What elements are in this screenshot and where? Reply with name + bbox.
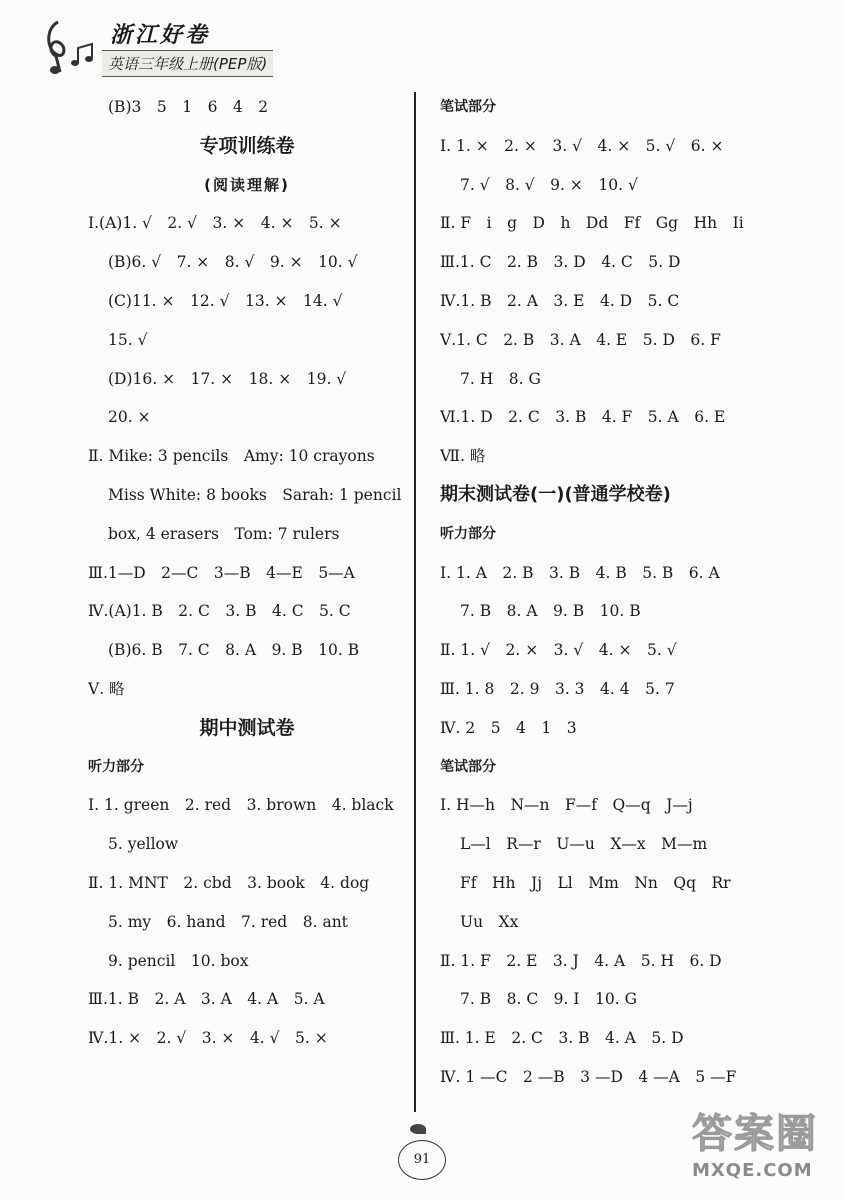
book-title: 英语三年级上册(PEP版) bbox=[102, 50, 273, 77]
part-label: 笔试部分 bbox=[440, 758, 496, 775]
right-answer-column bbox=[440, 88, 780, 1097]
answer-line: box, 4 erasers Tom: 7 rulers bbox=[108, 524, 340, 543]
answer-line: (D)16. × 17. × 18. × 19. √ bbox=[108, 369, 347, 388]
answer-line: Ⅰ.(A)1. √ 2. √ 3. × 4. × 5. × bbox=[88, 214, 342, 233]
watermark-logo: 答案圈 bbox=[692, 1111, 818, 1157]
answer-line: 5. my 6. hand 7. red 8. ant bbox=[108, 912, 348, 931]
answer-line: Uu Xx bbox=[460, 912, 519, 931]
answer-line: Ff Hh Jj Ll Mm Nn Qq Rr bbox=[460, 873, 731, 892]
answer-line: Ⅳ.(A)1. B 2. C 3. B 4. C 5. C bbox=[88, 602, 351, 621]
answer-line: Ⅴ.1. C 2. B 3. A 4. E 5. D 6. F bbox=[440, 330, 721, 349]
answer-line: Ⅰ. H—h N—n F—f Q—q J—j bbox=[440, 796, 693, 815]
answer-line: Ⅱ. 1. F 2. E 3. J 4. A 5. H 6. D bbox=[440, 951, 722, 970]
answer-line: Ⅱ. Mike: 3 pencils Amy: 10 crayons bbox=[88, 447, 375, 466]
watermark bbox=[692, 1108, 842, 1194]
answer-line: (B)6. √ 7. × 8. √ 9. × 10. √ bbox=[108, 253, 358, 272]
part-label: 听力部分 bbox=[88, 758, 144, 775]
answer-line: Ⅲ.1—D 2—C 3—B 4—E 5—A bbox=[88, 563, 355, 582]
answer-line: 7. B 8. A 9. B 10. B bbox=[460, 602, 641, 621]
answer-line: 7. H 8. G bbox=[460, 369, 541, 388]
section-heading: 专项训练卷 bbox=[199, 134, 295, 157]
answer-line: Ⅳ. 1 —C 2 —B 3 —D 4 —A 5 —F bbox=[440, 1067, 737, 1086]
answer-line: Ⅲ.1. C 2. B 3. D 4. C 5. D bbox=[440, 253, 681, 272]
answer-line: Ⅱ. 1. MNT 2. cbd 3. book 4. dog bbox=[88, 873, 370, 892]
answer-line: (B)3 5 1 6 4 2 bbox=[108, 98, 269, 116]
answer-line: Ⅰ. 1. A 2. B 3. B 4. B 5. B 6. A bbox=[440, 563, 720, 582]
series-title: 浙江好卷 bbox=[110, 22, 211, 48]
answer-line: Ⅶ. 略 bbox=[440, 447, 486, 466]
answer-line: (C)11. × 12. √ 13. × 14. √ bbox=[108, 291, 343, 310]
answer-line: Ⅵ.1. D 2. C 3. B 4. F 5. A 6. E bbox=[440, 408, 726, 427]
section-subheading: (阅读理解) bbox=[204, 175, 290, 194]
leaf-icon bbox=[410, 1124, 426, 1134]
answer-line: Ⅲ. 1. E 2. C 3. B 4. A 5. D bbox=[440, 1029, 684, 1048]
answer-line: Ⅱ. 1. √ 2. × 3. √ 4. × 5. √ bbox=[440, 641, 677, 660]
answer-line: 20. × bbox=[108, 408, 151, 427]
answer-line: Ⅱ. F i g D h Dd Ff Gg Hh Ii bbox=[440, 214, 744, 233]
answer-line: 15. √ bbox=[108, 330, 148, 349]
answer-line: Ⅴ. 略 bbox=[88, 679, 125, 698]
page-number: 91 bbox=[398, 1140, 446, 1180]
music-note-logo bbox=[38, 14, 108, 78]
answer-line: 7. B 8. C 9. I 10. G bbox=[460, 990, 637, 1009]
answer-line: Ⅲ.1. B 2. A 3. A 4. A 5. A bbox=[88, 990, 325, 1009]
answer-line: Ⅳ.1. × 2. √ 3. × 4. √ 5. × bbox=[88, 1029, 328, 1048]
answer-line: Miss White: 8 books Sarah: 1 pencil bbox=[108, 485, 402, 504]
answer-line: Ⅰ. 1. × 2. × 3. √ 4. × 5. √ 6. × bbox=[440, 136, 724, 155]
answer-line: Ⅰ. 1. green 2. red 3. brown 4. black bbox=[88, 796, 394, 815]
watermark-url: MXQE.COM bbox=[692, 1160, 813, 1181]
answer-line: 5. yellow bbox=[108, 835, 179, 854]
answer-line: (B)6. B 7. C 8. A 9. B 10. B bbox=[108, 641, 360, 660]
answer-line: Ⅲ. 1. 8 2. 9 3. 3 4. 4 5. 7 bbox=[440, 679, 675, 698]
part-label: 笔试部分 bbox=[440, 99, 496, 115]
answer-line: 7. √ 8. √ 9. × 10. √ bbox=[460, 175, 638, 194]
answer-line: Ⅳ. 2 5 4 1 3 bbox=[440, 718, 577, 737]
answer-line: Ⅳ.1. B 2. A 3. E 4. D 5. C bbox=[440, 291, 680, 310]
column-divider bbox=[414, 92, 416, 1112]
section-heading: 期中测试卷 bbox=[199, 716, 295, 739]
answer-line: 9. pencil 10. box bbox=[108, 951, 249, 970]
section-heading: 期末测试卷(一)(普通学校卷) bbox=[440, 483, 671, 505]
part-label: 听力部分 bbox=[440, 525, 496, 542]
left-answer-column bbox=[88, 88, 406, 1058]
answer-line: L—l R—r U—u X—x M—m bbox=[460, 835, 708, 854]
